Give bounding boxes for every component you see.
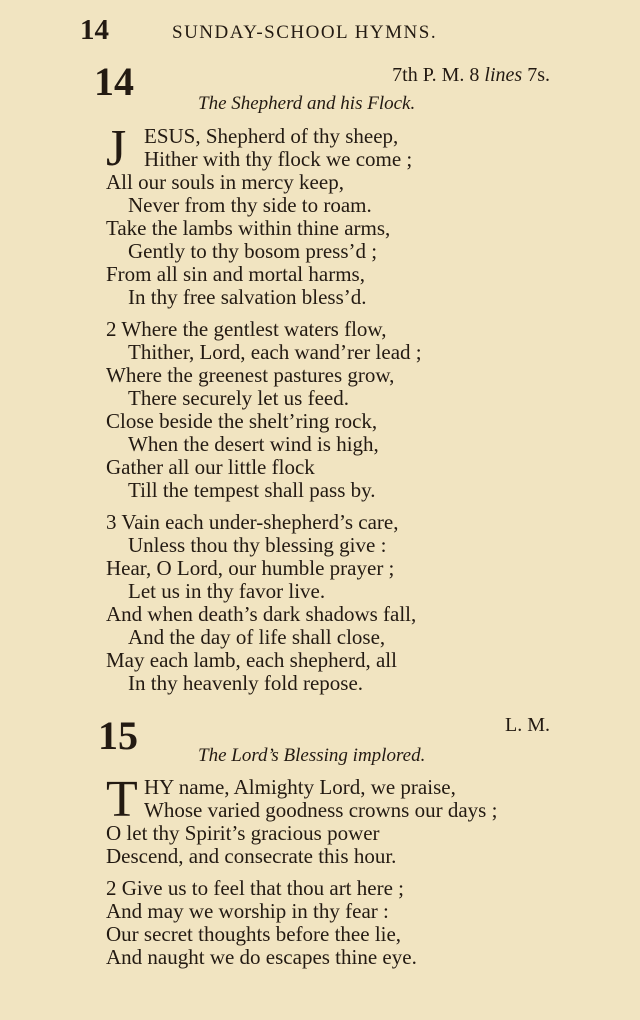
verse-line: In thy free salvation bless’d. — [128, 285, 367, 309]
verse-line: In thy heavenly fold repose. — [128, 671, 364, 695]
hymn-14-verse-1 — [106, 120, 413, 309]
dropcap-letter: T — [106, 771, 138, 828]
verse-line: Descend, and consecrate this hour. — [106, 844, 397, 868]
verse-line: Where the greenest pastures grow, — [106, 363, 395, 387]
verse-line: Take the lambs within thine arms, — [106, 216, 391, 240]
verse-line: 2 Give us to feel that thou art here ; — [106, 876, 404, 900]
verse-line: And naught we do escapes thine eye. — [106, 945, 417, 969]
hymn-14-number: 14 — [94, 59, 134, 104]
hymn-14-title: The Shepherd and his Flock. — [198, 93, 416, 114]
verse-line: 2 Where the gentlest waters flow, — [106, 317, 387, 341]
verse-line: Gather all our little flock — [106, 455, 315, 479]
verse-line: Hear, O Lord, our humble prayer ; — [106, 556, 395, 580]
verse-line: Thither, Lord, each wand’rer lead ; — [128, 340, 422, 364]
verse-line: And when death’s dark shadows fall, — [106, 602, 417, 626]
verse-line: Our secret thoughts before thee lie, — [106, 922, 402, 946]
verse-line: May each lamb, each shepherd, all — [106, 648, 397, 672]
running-title: SUNDAY-SCHOOL HYMNS. — [172, 22, 438, 43]
verse-line: J ESUS, Shepherd of thy sheep, — [106, 120, 399, 177]
verse-line: O let thy Spirit’s gracious power — [106, 821, 380, 845]
verse-line: And the day of life shall close, — [128, 625, 386, 649]
hymn-15-number: 15 — [98, 713, 138, 758]
hymn-14-meter: 7th P. M. 8 lines 7s. — [392, 64, 550, 86]
hymn-14-verse-3 — [106, 511, 416, 695]
hymn-15-verse-2 — [106, 877, 417, 969]
verse-line: Till the tempest shall pass by. — [128, 478, 376, 502]
verse-line: Hither with thy flock we come ; — [144, 147, 413, 171]
verse-line: There securely let us feed. — [128, 386, 349, 410]
verse-line: Close beside the shelt’ring rock, — [106, 409, 378, 433]
verse-line: Let us in thy favor live. — [128, 579, 326, 603]
verse-line: Unless thou thy blessing give : — [128, 533, 387, 557]
verse-line: Gently to thy bosom press’d ; — [128, 239, 378, 263]
verse-line: T HY name, Almighty Lord, we praise, — [106, 771, 456, 828]
verse-line: 3 Vain each under-shepherd’s care, — [106, 510, 399, 534]
verse-line: From all sin and mortal harms, — [106, 262, 365, 286]
hymn-15-meter: L. M. — [505, 714, 550, 736]
hymn-15-title: The Lord’s Blessing implored. — [198, 745, 426, 766]
running-head — [80, 14, 510, 44]
verse-line: Never from thy side to roam. — [128, 193, 372, 217]
page-number: 14 — [80, 14, 109, 46]
hymn-14-verse-2 — [106, 318, 422, 502]
verse-line: And may we worship in thy fear : — [106, 899, 389, 923]
hymn-15-verse-1 — [106, 771, 498, 868]
verse-line: When the desert wind is high, — [128, 432, 379, 456]
dropcap-letter: J — [106, 120, 127, 177]
verse-line: All our souls in mercy keep, — [106, 170, 344, 194]
verse-line: Whose varied goodness crowns our days ; — [144, 798, 498, 822]
